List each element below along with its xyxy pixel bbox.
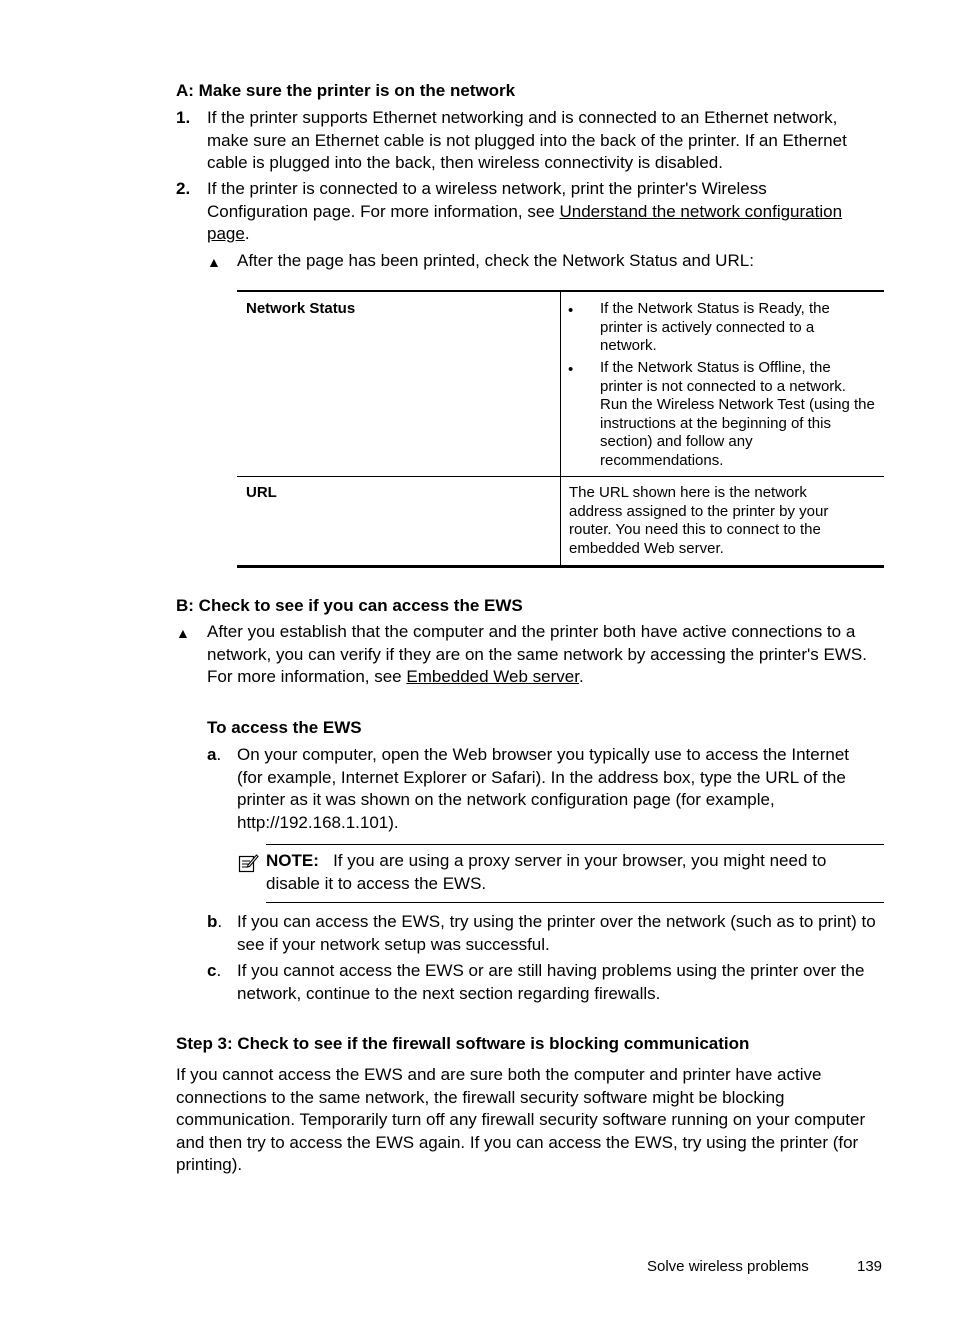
step-a-label: a. (207, 745, 222, 764)
network-status-offline-text: If the Network Status is Offline, the printer is not connected to a network. Run the Wireless Network Test (using the instructions at the beginning of this section) and follow any recommendations. (600, 359, 875, 469)
table-row-divider (237, 476, 884, 477)
table-label-url: URL (246, 484, 277, 501)
step-c-label: c. (207, 961, 222, 980)
note-top-rule (266, 844, 884, 845)
bullet-icon: • (568, 302, 574, 319)
step-triangle-icon: ▲ (176, 625, 190, 641)
item-2-paragraph (207, 178, 867, 246)
bullet-icon: • (568, 361, 574, 378)
step-3-heading: Step 3: Check to see if the firewall software is blocking communication (176, 1034, 750, 1053)
note-bottom-rule (266, 902, 884, 903)
step-text: After the page has been printed, check the Network Status and URL: (237, 251, 754, 270)
to-access-ews-heading: To access the EWS (207, 718, 362, 737)
footer-section-title: Solve wireless problems (647, 1258, 809, 1275)
step-triangle-icon: ▲ (207, 254, 221, 270)
step-a-text: On your computer, open the Web browser you typically use to access the Internet (for example, Internet Explorer or Safari). In the address box, type the URL of the printer as it was shown on the network configuration page (for example, http://192.168.1.101). (237, 745, 850, 832)
section-b-step-paragraph (207, 621, 879, 689)
table-label-network-status: Network Status (246, 300, 356, 317)
section-b-step-end: . (578, 667, 584, 686)
step-b-text: If you can access the EWS, try using the printer over the network (such as to print) to see if your network setup was successful. (237, 912, 876, 954)
note-paragraph (266, 850, 884, 895)
understand-network-config-link[interactable]: Understand the network configuration page (207, 201, 843, 243)
embedded-web-server-link[interactable]: Embedded Web server (406, 667, 579, 686)
note-text: If you are using a proxy server in your browser, you might need to disable it to access the EWS. (266, 851, 827, 893)
table-column-divider (560, 292, 561, 565)
section-b-step-text: After you establish that the computer and the printer both have active connections to a network, you can verify if they are on the same network by accessing the printer's EWS. For more information, see (207, 622, 867, 686)
item-2-number: 2. (176, 179, 191, 198)
section-a-heading: A: Make sure the printer is on the network (176, 81, 516, 100)
note-label: NOTE: (266, 851, 319, 870)
item-1-number: 1. (176, 108, 191, 127)
item-2-text: If the printer is connected to a wireless network, print the printer's Wireless Configuration page. For more information, see (207, 179, 767, 221)
step-b-letter: b (207, 912, 218, 931)
step-c-letter: c (207, 961, 217, 980)
url-description-text: The URL shown here is the network address assigned to the printer by your router. You need this to connect to the embedded Web server. (569, 484, 829, 557)
section-b-heading: B: Check to see if you can access the EWS (176, 596, 523, 615)
step-b-label: b. (207, 912, 223, 931)
step-a-letter: a (207, 745, 217, 764)
step-c-text: If you cannot access the EWS or are still having problems using the printer over the network, continue to the next section regarding firewalls. (237, 961, 865, 1003)
note-icon (237, 852, 259, 881)
page-number: 139 (857, 1258, 883, 1275)
network-status-ready-text: If the Network Status is Ready, the printer is actively connected to a network. (600, 300, 830, 354)
item-1-text: If the printer supports Ethernet networking and is connected to an Ethernet network, make sure an Ethernet cable is not plugged into the back of the printer. If an Ethernet cable is plugged into the back, then wireless connectivity is disabled. (207, 108, 847, 172)
step-3-body: If you cannot access the EWS and are sure both the computer and printer have active connections to the same network, the firewall security software might be blocking communication. Temporarily turn off any firewall security software running on your computer and then try to access the EWS again. If you can access the EWS, try using the printer (for printing). (176, 1065, 866, 1174)
network-status-table (237, 290, 884, 568)
item-2-end: . (244, 224, 250, 243)
table-bottom-rule (237, 565, 884, 568)
